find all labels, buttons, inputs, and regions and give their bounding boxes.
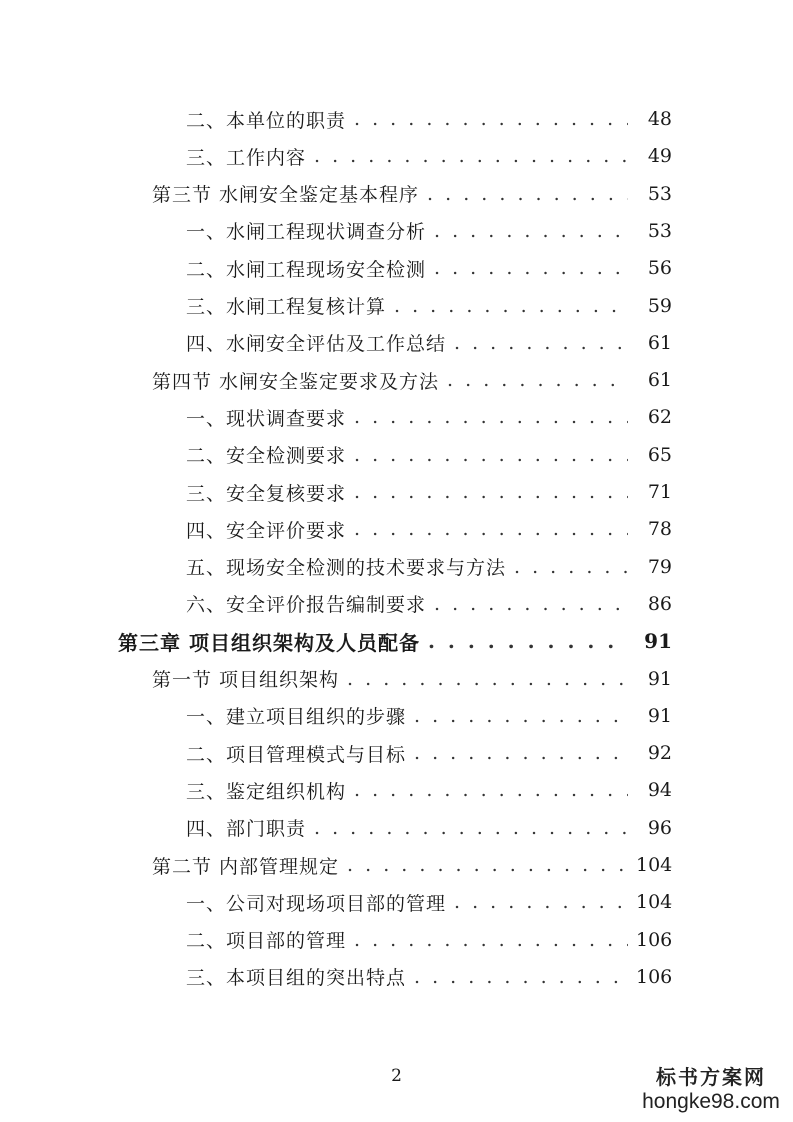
toc-entry-title: 三、水闸工程复核计算 [186,296,387,318]
toc-entry-page: 61 [647,331,672,354]
toc-entry-title: 二、本单位的职责 [186,109,347,132]
toc-dot-leader [354,929,628,951]
toc-entry-title: 四、部门职责 [186,818,307,841]
toc-entry-title: 二、安全检测要求 [186,445,347,468]
toc-entry-page: 48 [647,108,672,130]
toc-entry [0,398,793,436]
toc-entry-page: 91 [644,629,672,654]
toc-entry-title: 二、项目管理模式与目标 [186,743,407,766]
toc-entry-page: 71 [647,481,672,503]
toc-entry-page: 61 [647,369,672,392]
toc-dot-leader [428,629,628,653]
toc-entry-title: 一、公司对现场项目部的管理 [186,892,447,915]
toc-entry-page: 104 [636,891,673,914]
toc-dot-leader [454,891,628,913]
toc-dot-leader [354,481,628,503]
toc-entry [0,287,793,325]
toc-entry-page: 94 [647,779,672,802]
toc-entry [0,883,793,921]
toc-dot-leader [414,705,628,727]
toc-dot-leader [514,556,628,578]
toc-entry-page: 106 [636,928,673,951]
toc-dot-leader [347,668,628,690]
toc-entry [0,548,793,586]
toc-entry [0,697,793,735]
toc-dot-leader [354,444,628,466]
toc-entry-page: 49 [647,145,672,168]
toc-dot-leader [434,593,628,615]
toc-entry-page: 106 [636,965,673,988]
toc-entry [0,921,793,959]
toc-entry-page: 56 [647,257,672,280]
page-number: 2 [391,1066,402,1086]
toc-dot-leader [427,183,628,205]
toc-dot-leader [347,854,628,876]
toc-dot-leader [354,406,628,428]
toc-entry [0,175,793,213]
toc-entry-title: 四、安全评价要求 [186,519,347,542]
toc-entry [0,771,793,809]
toc-entry-title: 三、本项目组的突出特点 [186,967,407,990]
toc-entry [0,436,793,474]
toc-entry-page: 104 [636,854,673,876]
toc-entry [0,361,793,399]
toc-entry-page: 59 [647,294,672,317]
toc-entry [0,622,793,660]
toc-entry [0,212,793,250]
toc-entry-page: 53 [647,182,672,205]
toc-dot-leader [454,332,628,354]
toc-entry [0,324,793,362]
toc-entry-title: 三、安全复核要求 [186,482,347,505]
toc-entry [0,958,793,996]
toc-entry-title: 第一节 项目组织架构 [152,669,340,691]
watermark-logo [641,1061,781,1114]
toc-entry-title: 二、水闸工程现场安全检测 [186,258,427,281]
toc-entry-page: 65 [647,443,672,466]
toc-entry-title: 三、鉴定组织机构 [186,780,347,803]
toc-entry-title: 三、工作内容 [186,146,307,169]
toc-entry [0,249,793,287]
toc-dot-leader [394,295,628,317]
toc-entry [0,100,793,138]
toc-entry-title: 六、安全评价报告编制要求 [186,594,427,617]
toc-entry [0,510,793,548]
toc-entry-page: 79 [647,555,672,578]
toc-entry-page: 91 [647,704,672,727]
toc-entry-title: 一、建立项目组织的步骤 [186,706,407,729]
toc-entry-page: 86 [647,592,672,615]
toc-entry [0,473,793,511]
toc-entry-page: 78 [647,518,672,541]
toc-entry [0,660,793,698]
toc-dot-leader [447,369,628,391]
toc-entry-title: 五、现场安全检测的技术要求与方法 [186,557,507,580]
toc-entry-page: 91 [647,667,672,690]
toc-entry-page: 62 [647,406,672,429]
toc-entry-title: 第二节 内部管理规定 [152,855,340,878]
toc-entry [0,846,793,884]
toc-entry [0,809,793,847]
toc-entry-title: 四、水闸安全评估及工作总结 [186,333,447,356]
toc-dot-leader [354,108,628,130]
toc-entry-title: 一、现状调查要求 [186,407,347,430]
toc-entry-page: 92 [647,742,672,765]
watermark-url: hongke98.com [642,1090,780,1113]
watermark-title: 标书方案网 [656,1065,766,1089]
toc-entry-page: 53 [647,219,672,242]
toc-dot-leader [354,779,628,801]
toc-entry-title: 二、项目部的管理 [186,930,347,953]
toc-entry-title: 第四节 水闸安全鉴定要求及方法 [152,370,440,393]
toc-dot-leader [414,966,628,988]
toc-dot-leader [434,220,628,242]
toc-dot-leader [434,257,628,279]
toc-dot-leader [314,145,628,167]
toc-entry [0,585,793,623]
toc-entry [0,734,793,772]
toc-entry-title: 一、水闸工程现状调查分析 [186,221,427,244]
toc-entry-page: 96 [647,816,672,839]
toc-entry-title: 第三节 水闸安全鉴定基本程序 [152,184,420,207]
toc-dot-leader [414,742,628,764]
toc-entry-title: 第三章 项目组织架构及人员配备 [118,630,420,655]
toc-dot-leader [314,817,628,839]
toc-dot-leader [354,518,628,540]
toc-entry [0,137,793,175]
